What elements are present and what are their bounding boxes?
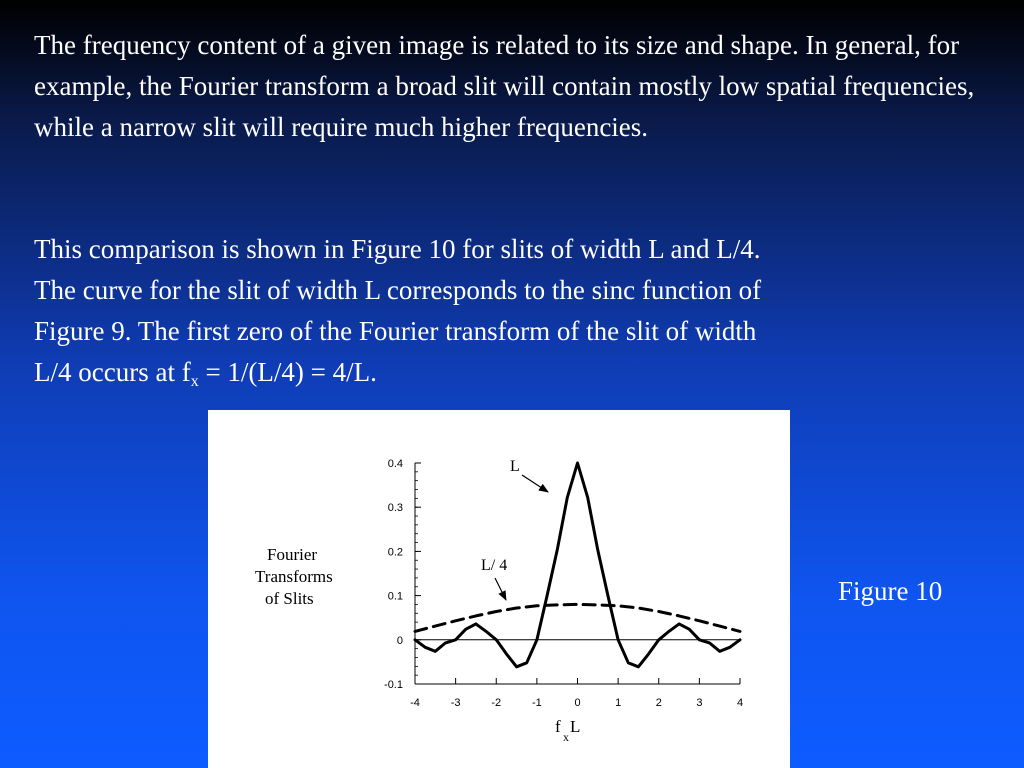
x-tick-label: 0 <box>574 697 581 709</box>
y-tick-label: -0.1 <box>384 679 403 691</box>
annotation-arrow <box>522 475 548 492</box>
chart-annotations <box>481 458 548 600</box>
y-tick-label: 0.4 <box>387 458 403 470</box>
fx-subscript: x <box>190 373 199 390</box>
x-label-sub: x <box>563 730 569 744</box>
x-axis-label <box>555 717 580 744</box>
comparison-paragraph <box>34 229 994 393</box>
chart-title <box>255 545 333 608</box>
x-label-post: L <box>570 717 581 736</box>
figure-caption: Figure 10 <box>838 576 943 606</box>
comparison-line-2: The curve for the slit of width L corresponds to the sinc function of <box>34 275 762 305</box>
intro-paragraph: The frequency content of a given image is related to its size and shape. In general, for example, the Fourier transform a broad slit will contain mostly low spatial frequencies, while a narrow slit will require much higher frequencies. <box>34 30 975 142</box>
chart-title-line: Transforms <box>255 567 333 586</box>
line4-pre: L/4 occurs at f <box>34 357 191 387</box>
chart-series <box>415 463 740 667</box>
comparison-line-1: This comparison is shown in Figure 10 for slits of width L and L/4. <box>34 234 761 264</box>
x-tick-label: 2 <box>655 697 662 709</box>
series-line-l-over-4 <box>415 604 740 631</box>
x-label-main: f <box>555 717 561 736</box>
line4-post: = 1/(L/4) = 4/L. <box>198 357 377 387</box>
x-tick-label: 4 <box>736 697 744 709</box>
chart-title-line: of Slits <box>265 589 314 608</box>
x-tick-label: 1 <box>615 697 622 709</box>
comparison-line-4 <box>34 352 994 393</box>
x-tick-label: -3 <box>450 697 461 709</box>
annotation-label: L/ 4 <box>481 557 508 574</box>
chart-title-line: Fourier <box>267 545 318 564</box>
x-tick-label: 3 <box>696 697 703 709</box>
annotation-arrow <box>495 578 506 600</box>
chart-axes <box>384 458 743 709</box>
series-line-l <box>415 463 740 667</box>
comparison-line-3: Figure 9. The first zero of the Fourier transform of the slit of width <box>34 316 757 346</box>
y-tick-label: 0.1 <box>387 590 403 603</box>
y-tick-label: 0 <box>396 634 403 647</box>
fourier-chart <box>208 410 790 768</box>
x-tick-label: -4 <box>410 697 420 709</box>
x-tick-label: -1 <box>531 697 542 709</box>
figure-panel <box>208 410 790 768</box>
y-tick-label: 0.3 <box>387 502 403 515</box>
x-tick-label: -2 <box>491 697 502 709</box>
annotation-label: L <box>510 458 520 475</box>
y-tick-label: 0.2 <box>387 546 403 559</box>
